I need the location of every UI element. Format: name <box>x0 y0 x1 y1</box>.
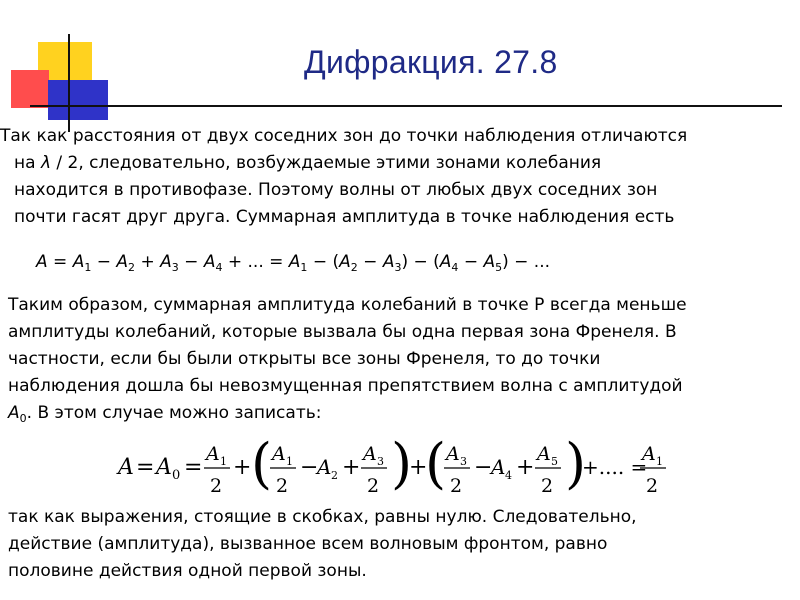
paragraph-line: Так как расстояния от двух соседних зон до точки наблюдения отличаются <box>0 126 688 146</box>
paragraph-line: действие (амплитуда), вызванное всем волновым фронтом, равно <box>8 534 608 554</box>
fraction-equation <box>112 432 672 502</box>
eq-subscript: 3 <box>394 261 402 274</box>
eq-operator: − <box>91 252 117 272</box>
amplitude-series-equation <box>36 252 550 272</box>
paragraph-line: наблюдения дошла бы невозмущенная препятствием волна с амплитудой <box>8 376 683 396</box>
eq-variable: A <box>72 252 85 272</box>
eq-variable: A <box>36 252 48 272</box>
eq-variable: A <box>160 252 172 272</box>
paragraph-line: частности, если бы были открыты все зоны Френеля, то до точки <box>8 349 601 369</box>
paren-close: ) <box>565 432 587 495</box>
eq-subscript: 2 <box>350 261 358 274</box>
paren-open: ( <box>251 432 273 495</box>
eq-a0: A <box>156 455 172 480</box>
eq-operator: + <box>135 252 161 272</box>
plus-sign: + <box>233 455 252 480</box>
term-sub: 2 <box>331 469 338 482</box>
term-sub: 4 <box>505 469 512 482</box>
minus-sign: − <box>474 455 493 480</box>
eq-operator: + ... = <box>222 252 289 272</box>
num-sub: 3 <box>377 455 384 468</box>
eq-variable: A <box>339 252 351 272</box>
eq-variable: A <box>483 252 496 272</box>
eq-subscript: 1 <box>300 261 308 274</box>
num-sub: 1 <box>220 455 227 468</box>
paragraph-line: амплитуды колебаний, которые вызвала бы одна первая зона Френеля. В <box>8 322 677 342</box>
paragraph-line <box>0 150 687 177</box>
num-a: A <box>642 443 656 465</box>
num-sub: 5 <box>551 455 558 468</box>
paragraph-intro <box>0 123 687 231</box>
paren-close: ) <box>391 432 413 495</box>
eq-operator: − <box>357 252 383 272</box>
num-a: A <box>363 443 377 465</box>
denominator: 2 <box>450 475 463 497</box>
amplitude-sub: 0 <box>19 412 27 425</box>
denominator: 2 <box>210 475 223 497</box>
eq-a0-sub: 0 <box>172 468 181 483</box>
eq-sign: = <box>136 455 155 480</box>
denominator: 2 <box>367 475 380 497</box>
decor-vertical-line <box>68 34 70 132</box>
text-fragment: . В этом случае можно записать: <box>26 403 322 423</box>
lambda-symbol: λ <box>40 153 51 173</box>
term-a: A <box>491 455 506 479</box>
eq-variable: A <box>439 252 452 272</box>
eq-sign: = <box>184 455 203 480</box>
plus-sign: + <box>342 455 361 480</box>
text-fragment: на <box>14 153 41 173</box>
paragraph-conclusion <box>8 292 687 427</box>
eq-tail: +.... = <box>582 455 648 479</box>
paragraph-line: так как выражения, стоящие в скобках, равны нулю. Следовательно, <box>8 507 637 527</box>
denominator: 2 <box>276 475 289 497</box>
eq-variable: A <box>203 252 216 272</box>
slide-title: Дифракция. 27.8 <box>304 44 558 80</box>
num-sub: 1 <box>286 455 293 468</box>
paragraph-line: Таким образом, суммарная амплитуда колебаний в точке Р всегда меньше <box>8 295 687 315</box>
eq-subscript: 1 <box>84 261 92 274</box>
num-a: A <box>206 443 220 465</box>
num-sub: 3 <box>460 455 467 468</box>
plus-sign: + <box>409 455 428 480</box>
denominator: 2 <box>646 475 659 497</box>
eq-lhs: A <box>118 455 134 480</box>
eq-variable: A <box>382 252 395 272</box>
eq-operator: ) − ... <box>502 252 551 272</box>
paragraph-line: половине действия одной первой зоны. <box>8 561 367 581</box>
eq-operator: − <box>458 252 484 272</box>
text-fragment: / 2, следовательно, возбуждаемые этими зонами колебания <box>51 153 602 173</box>
eq-operator: − <box>178 252 204 272</box>
minus-sign: − <box>300 455 319 480</box>
eq-subscript: 3 <box>171 261 179 274</box>
eq-subscript: 2 <box>128 261 136 274</box>
amplitude-var: A <box>8 403 20 423</box>
denominator: 2 <box>541 475 554 497</box>
num-a: A <box>446 443 460 465</box>
decor-red-square <box>11 70 49 108</box>
num-a: A <box>272 443 286 465</box>
plus-sign: + <box>516 455 535 480</box>
decor-blue-square <box>48 80 108 120</box>
eq-operator: ) − ( <box>401 252 440 272</box>
eq-variable: A <box>288 252 301 272</box>
eq-operator: = <box>47 252 73 272</box>
paragraph-line: почти гасят друг друга. Суммарная амплитуда в точке наблюдения есть <box>14 207 675 227</box>
paragraph-final <box>8 504 637 585</box>
decor-horizontal-line <box>30 105 782 107</box>
num-a: A <box>537 443 551 465</box>
eq-operator: − ( <box>307 252 340 272</box>
num-sub: 1 <box>656 455 663 468</box>
paragraph-line <box>8 400 687 427</box>
eq-subscript: 5 <box>495 261 503 274</box>
term-a: A <box>317 455 332 479</box>
paragraph-line: находится в противофазе. Поэтому волны от любых двух соседних зон <box>14 180 658 200</box>
paren-open: ( <box>425 432 447 495</box>
eq-subscript: 4 <box>451 261 459 274</box>
eq-subscript: 4 <box>215 261 223 274</box>
eq-variable: A <box>116 252 129 272</box>
